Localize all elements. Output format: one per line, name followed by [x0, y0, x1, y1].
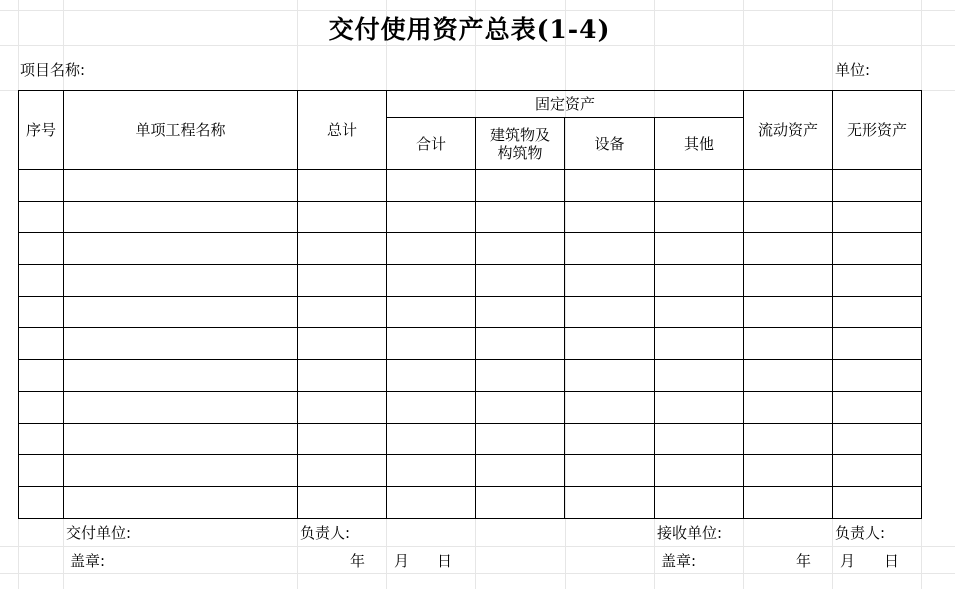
table-cell[interactable] [64, 423, 298, 455]
table-cell[interactable] [565, 296, 655, 328]
table-cell[interactable] [565, 423, 655, 455]
table-cell[interactable] [565, 328, 655, 360]
table-cell[interactable] [655, 233, 744, 265]
asset-summary-table [18, 90, 922, 519]
table-cell[interactable] [655, 455, 744, 487]
table-cell[interactable] [655, 296, 744, 328]
table-cell[interactable] [298, 265, 387, 297]
table-cell[interactable] [19, 360, 64, 392]
table-cell[interactable] [298, 328, 387, 360]
table-row [19, 391, 922, 423]
table-cell[interactable] [387, 265, 476, 297]
table-cell[interactable] [64, 328, 298, 360]
table-cell[interactable] [19, 423, 64, 455]
table-cell[interactable] [655, 486, 744, 518]
table-cell[interactable] [64, 265, 298, 297]
day-label-1: 日 [437, 552, 453, 570]
table-row [19, 423, 922, 455]
responsible-person-label-2: 负责人: [835, 523, 886, 542]
table-cell[interactable] [298, 455, 387, 487]
header-buildings [476, 118, 565, 170]
table-cell[interactable] [64, 233, 298, 265]
table-cell[interactable] [565, 486, 655, 518]
table-cell[interactable] [298, 391, 387, 423]
header-fixed-assets: 固定资产 [387, 91, 744, 118]
header-current-assets: 流动资产 [744, 91, 833, 170]
table-cell[interactable] [64, 486, 298, 518]
table-cell[interactable] [833, 265, 922, 297]
table-cell[interactable] [387, 423, 476, 455]
table-cell[interactable] [744, 486, 833, 518]
table-cell[interactable] [833, 233, 922, 265]
table-cell[interactable] [387, 233, 476, 265]
delivering-unit-label: 交付单位: [66, 523, 132, 542]
table-cell[interactable] [565, 170, 655, 202]
table-cell[interactable] [19, 201, 64, 233]
table-cell[interactable] [64, 391, 298, 423]
year-label-2: 年 [796, 552, 812, 570]
table-cell[interactable] [744, 391, 833, 423]
table-cell[interactable] [387, 201, 476, 233]
table-row [19, 455, 922, 487]
table-cell[interactable] [744, 328, 833, 360]
table-row [19, 265, 922, 297]
table-cell[interactable] [298, 360, 387, 392]
table-cell[interactable] [833, 296, 922, 328]
table-cell[interactable] [655, 170, 744, 202]
table-cell[interactable] [833, 328, 922, 360]
table-cell[interactable] [744, 170, 833, 202]
sheet-title: 交付使用资产总表(1-4) [328, 14, 611, 44]
table-cell[interactable] [64, 296, 298, 328]
header-equipment: 设备 [565, 118, 655, 170]
day-label-2: 日 [884, 552, 900, 570]
table-cell[interactable] [64, 201, 298, 233]
table-cell[interactable] [19, 296, 64, 328]
table-cell[interactable] [655, 391, 744, 423]
table-cell[interactable] [298, 486, 387, 518]
table-cell[interactable] [298, 423, 387, 455]
header-other: 其他 [655, 118, 744, 170]
table-cell[interactable] [655, 360, 744, 392]
table-cell[interactable] [565, 233, 655, 265]
table-cell[interactable] [19, 328, 64, 360]
table-cell[interactable] [833, 201, 922, 233]
table-cell[interactable] [387, 360, 476, 392]
receiving-unit-label: 接收单位: [657, 523, 723, 542]
table-cell[interactable] [19, 391, 64, 423]
table-cell[interactable] [387, 391, 476, 423]
table-cell[interactable] [655, 201, 744, 233]
table-cell[interactable] [655, 423, 744, 455]
table-cell[interactable] [387, 486, 476, 518]
table-cell[interactable] [476, 201, 565, 233]
table-cell[interactable] [744, 423, 833, 455]
table-cell[interactable] [833, 391, 922, 423]
table-cell[interactable] [298, 170, 387, 202]
table-cell[interactable] [833, 455, 922, 487]
table-cell[interactable] [298, 233, 387, 265]
table-cell[interactable] [833, 486, 922, 518]
table-cell[interactable] [565, 455, 655, 487]
table-cell[interactable] [565, 391, 655, 423]
table-cell[interactable] [387, 455, 476, 487]
table-cell[interactable] [744, 233, 833, 265]
table-row [19, 170, 922, 202]
table-cell[interactable] [833, 360, 922, 392]
table-row [19, 486, 922, 518]
table-cell[interactable] [476, 265, 565, 297]
table-row [19, 233, 922, 265]
seal-label-2: 盖章: [661, 552, 697, 570]
table-cell[interactable] [64, 170, 298, 202]
month-label-1: 月 [394, 552, 410, 570]
table-cell[interactable] [744, 296, 833, 328]
table-cell[interactable] [476, 360, 565, 392]
header-buildings-line2: 构筑物 [497, 143, 543, 162]
year-label-1: 年 [350, 552, 366, 570]
table-cell[interactable] [64, 360, 298, 392]
header-row [19, 91, 922, 118]
table-cell[interactable] [298, 296, 387, 328]
table-cell[interactable] [19, 486, 64, 518]
table-cell[interactable] [387, 170, 476, 202]
project-name-label: 项目名称: [20, 60, 86, 79]
table-cell[interactable] [565, 265, 655, 297]
table-cell[interactable] [833, 170, 922, 202]
unit-label: 单位: [835, 60, 871, 79]
table-cell[interactable] [64, 455, 298, 487]
table-cell[interactable] [565, 201, 655, 233]
table-cell[interactable] [19, 455, 64, 487]
table-row [19, 201, 922, 233]
responsible-person-label-1: 负责人: [300, 523, 351, 542]
table-cell[interactable] [744, 265, 833, 297]
header-total: 总计 [298, 91, 387, 170]
table-row [19, 360, 922, 392]
table-cell[interactable] [744, 360, 833, 392]
table-cell[interactable] [476, 486, 565, 518]
table-cell[interactable] [833, 423, 922, 455]
table-cell[interactable] [655, 265, 744, 297]
table-cell[interactable] [476, 391, 565, 423]
table-cell[interactable] [655, 328, 744, 360]
header-subtotal: 合计 [387, 118, 476, 170]
table-row [19, 328, 922, 360]
table-cell[interactable] [476, 170, 565, 202]
table-cell[interactable] [476, 233, 565, 265]
table-cell[interactable] [476, 455, 565, 487]
table-cell[interactable] [565, 360, 655, 392]
header-intangible-assets: 无形资产 [833, 91, 922, 170]
header-item-name: 单项工程名称 [64, 91, 298, 170]
table-cell[interactable] [476, 328, 565, 360]
table-cell[interactable] [387, 296, 476, 328]
table-row [19, 296, 922, 328]
table-cell[interactable] [744, 455, 833, 487]
header-buildings-line1: 建筑物及 [489, 125, 550, 144]
seal-label-1: 盖章: [70, 552, 106, 570]
table-cell[interactable] [19, 265, 64, 297]
header-seq: 序号 [19, 91, 64, 170]
table-cell[interactable] [476, 423, 565, 455]
table-cell[interactable] [19, 170, 64, 202]
month-label-2: 月 [840, 552, 856, 570]
table-cell[interactable] [744, 201, 833, 233]
table-cell[interactable] [19, 233, 64, 265]
table-cell[interactable] [476, 296, 565, 328]
table-cell[interactable] [387, 328, 476, 360]
table-cell[interactable] [298, 201, 387, 233]
